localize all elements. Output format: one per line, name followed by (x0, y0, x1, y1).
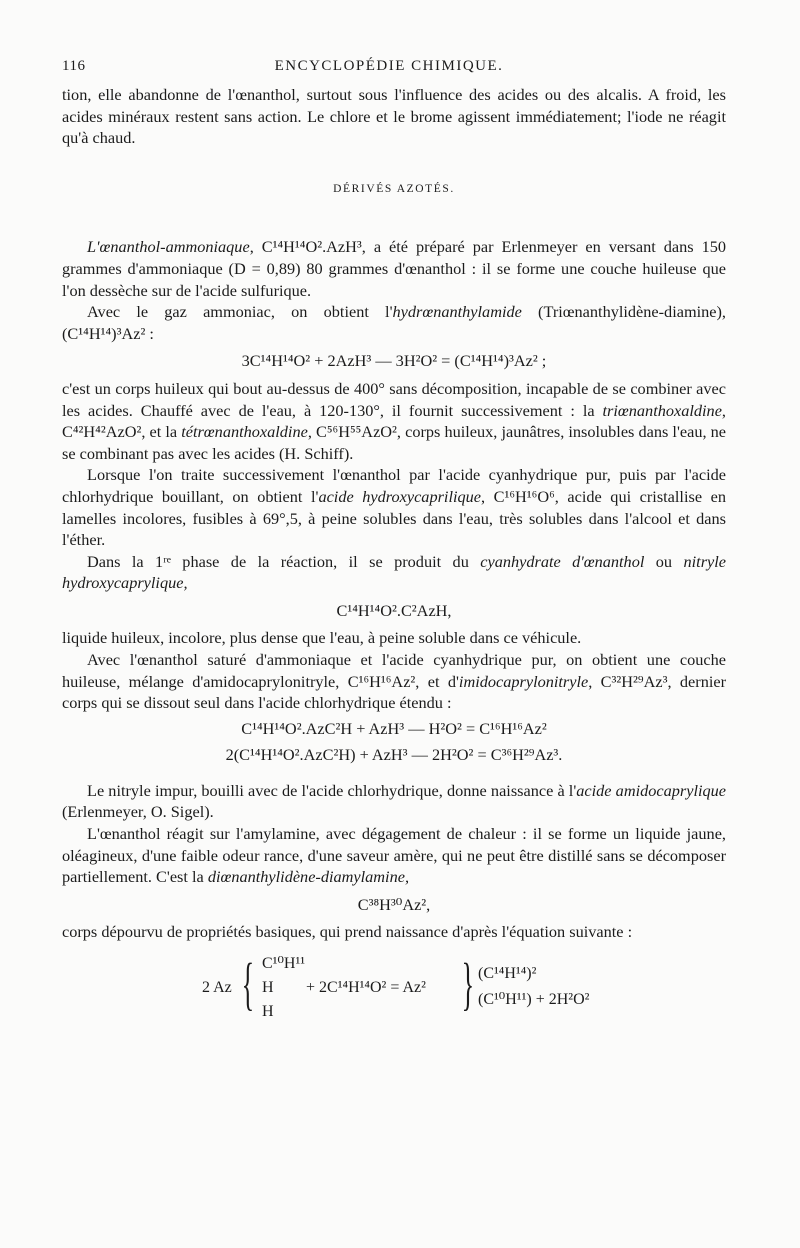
text: , C⁵⁶H⁵⁵AzO², corps huileux, jaunâtres, insolubles dans l'eau, ne se combinant pas avec les acides (H. Schiff). (62, 422, 726, 463)
page-header (62, 58, 716, 80)
text: , C³²H²⁹Az³, dernier corps qui se dissout seul dans l'acide chlorhydrique étendu : (62, 671, 727, 713)
paragraph-hydroenanthylamide (62, 301, 726, 344)
left-brace: { (241, 951, 255, 1016)
term-dioenanthylidene-diamylamine: diœnanthylidène-diamylamine, (207, 867, 410, 887)
text: , C¹⁶H¹⁶O⁶, acide qui cristallise en lamelles incolores, fusibles à 69°,5, à peine solubles dans l'eau, très solubles dans l'alcool et dans l'éther. (62, 486, 726, 550)
text: , C⁴²H⁴²AzO², et la (62, 400, 726, 442)
equation-4: 2(C¹⁴H¹⁴O².AzC²H) + AzH³ — 2H²O² = C³⁶H²⁹Az³. (225, 744, 563, 764)
paragraph-amidocaprylonitryle (62, 649, 726, 714)
text: (Triœnanthylidène-diamine), (C¹⁴H¹⁴)³Az² : (62, 302, 726, 343)
equation-5: C³⁸H³⁰Az², (357, 894, 431, 914)
paragraph-liquide: liquide huileux, incolore, plus dense que l'eau, à peine soluble dans ce véhicule. (62, 628, 582, 648)
equation-1: 3C¹⁴H¹⁴O² + 2AzH³ — 3H²O² = (C¹⁴H¹⁴)³Az² ; (241, 351, 547, 371)
paragraph-continuation: tion, elle abandonne de l'œnanthol, surtout sous l'influence des acides ou des alcalis. A froid, les acides minéraux restent sans action. Le chlore et le brome agissent immédiatement; l'iode ne réagit qu'à chaud. (62, 85, 726, 148)
final-coef: 2 Az (202, 979, 232, 996)
text: Dans la 1ʳᵉ phase de la réaction, il se produit du (87, 551, 481, 571)
final-product-1: (C¹⁴H¹⁴)² (478, 965, 537, 982)
paragraph-oenanthol-ammoniaque (62, 236, 726, 301)
text: Avec l'œnanthol saturé d'ammoniaque et l'acide cyanhydrique pur, on obtient une couche huileuse, mélange d'amidocaprylonitryle, C¹⁶H¹⁶Az², et d' (62, 650, 726, 691)
term-acide-hydroxycaprilique: acide hydroxycaprilique (318, 486, 481, 506)
text: ou (644, 551, 684, 571)
text: , C¹⁴H¹⁴O².AzH³, a été préparé par Erlenmeyer en versant dans 150 grammes d'ammoniaque (D = 0,89) 80 grammes d'œnanthol : il se forme une couche huileuse que l'on dessèche sur de l'acide sulfurique. (62, 237, 726, 300)
term-oenanthol-ammoniaque: L'œnanthol-ammoniaque (87, 237, 250, 257)
final-radical-2: H (262, 979, 274, 996)
text: c'est un corps huileux qui bout au-dessus de 400° sans décomposition, incapable de se combiner avec les acides. Chauffé avec de l'eau, à 120-130°, il fournit successivement : la (62, 378, 726, 420)
term-nitryle-hydroxycaprylique: nitryle hydroxycaprylique, (62, 551, 726, 593)
text: (Erlenmeyer, O. Sigel). (62, 802, 214, 822)
text: Lorsque l'on traite successivement l'œnanthol par l'acide cyanhydrique pur, puis par l'acide chlorhydrique bouillant, on obtient l' (62, 465, 726, 506)
paragraph-phase-1 (62, 551, 726, 594)
paragraph-hydroxycaprilique (62, 464, 726, 550)
paragraph-amylamine (62, 823, 726, 888)
term-cyanhydrate: cyanhydrate d'œnanthol (480, 551, 645, 571)
term-acide-amidocaprylique: acide amidocaprylique (576, 780, 727, 800)
paragraph-oxaldines (62, 378, 726, 464)
text: L'œnanthol réagit sur l'amylamine, avec dégagement de chaleur : il se forme un liquide jaune, oléagineux, d'une faible odeur rance, d'une saveur amère, qui ne peut être distillé sans se décomposer partiellement. C'est la (62, 824, 726, 887)
term-imidocaprylonitryle: imidocaprylonitryle (458, 671, 589, 691)
equation-3: C¹⁴H¹⁴O².AzC²H + AzH³ — H²O² = C¹⁶H¹⁶Az² (241, 718, 547, 738)
text: Avec le gaz ammoniac, on obtient l' (87, 302, 393, 322)
page-body (62, 84, 726, 1027)
paragraph-final: corps dépourvu de propriétés basiques, qui prend naissance d'après l'équation suivante : (62, 922, 633, 942)
final-middle: + 2C¹⁴H¹⁴O² = Az² (306, 979, 426, 996)
final-product-2: (C¹⁰H¹¹) + 2H²O² (478, 991, 590, 1008)
term-trioenanthoxaldine: triœnanthoxaldine (602, 400, 722, 420)
right-brace: } (461, 951, 475, 1016)
final-radical-3: H (262, 1003, 274, 1020)
final-equation (62, 949, 726, 1027)
running-title: ENCYCLOPÉDIE CHIMIQUE. (274, 58, 504, 74)
section-title: DÉRIVÉS AZOTÉS. (333, 182, 455, 195)
term-hydroenanthylamide: hydrœnanthylamide (392, 302, 522, 322)
paragraph-nitryle-impur (62, 780, 726, 823)
equation-2: C¹⁴H¹⁴O².C²AzH, (336, 600, 452, 620)
final-radical-1: C¹⁰H¹¹ (262, 955, 306, 972)
text: Le nitryle impur, bouilli avec de l'acide chlorhydrique, donne naissance à l' (87, 780, 577, 800)
term-tetroenanthoxaldine: tétrœnanthoxaldine (181, 422, 308, 442)
page-number: 116 (62, 58, 86, 74)
